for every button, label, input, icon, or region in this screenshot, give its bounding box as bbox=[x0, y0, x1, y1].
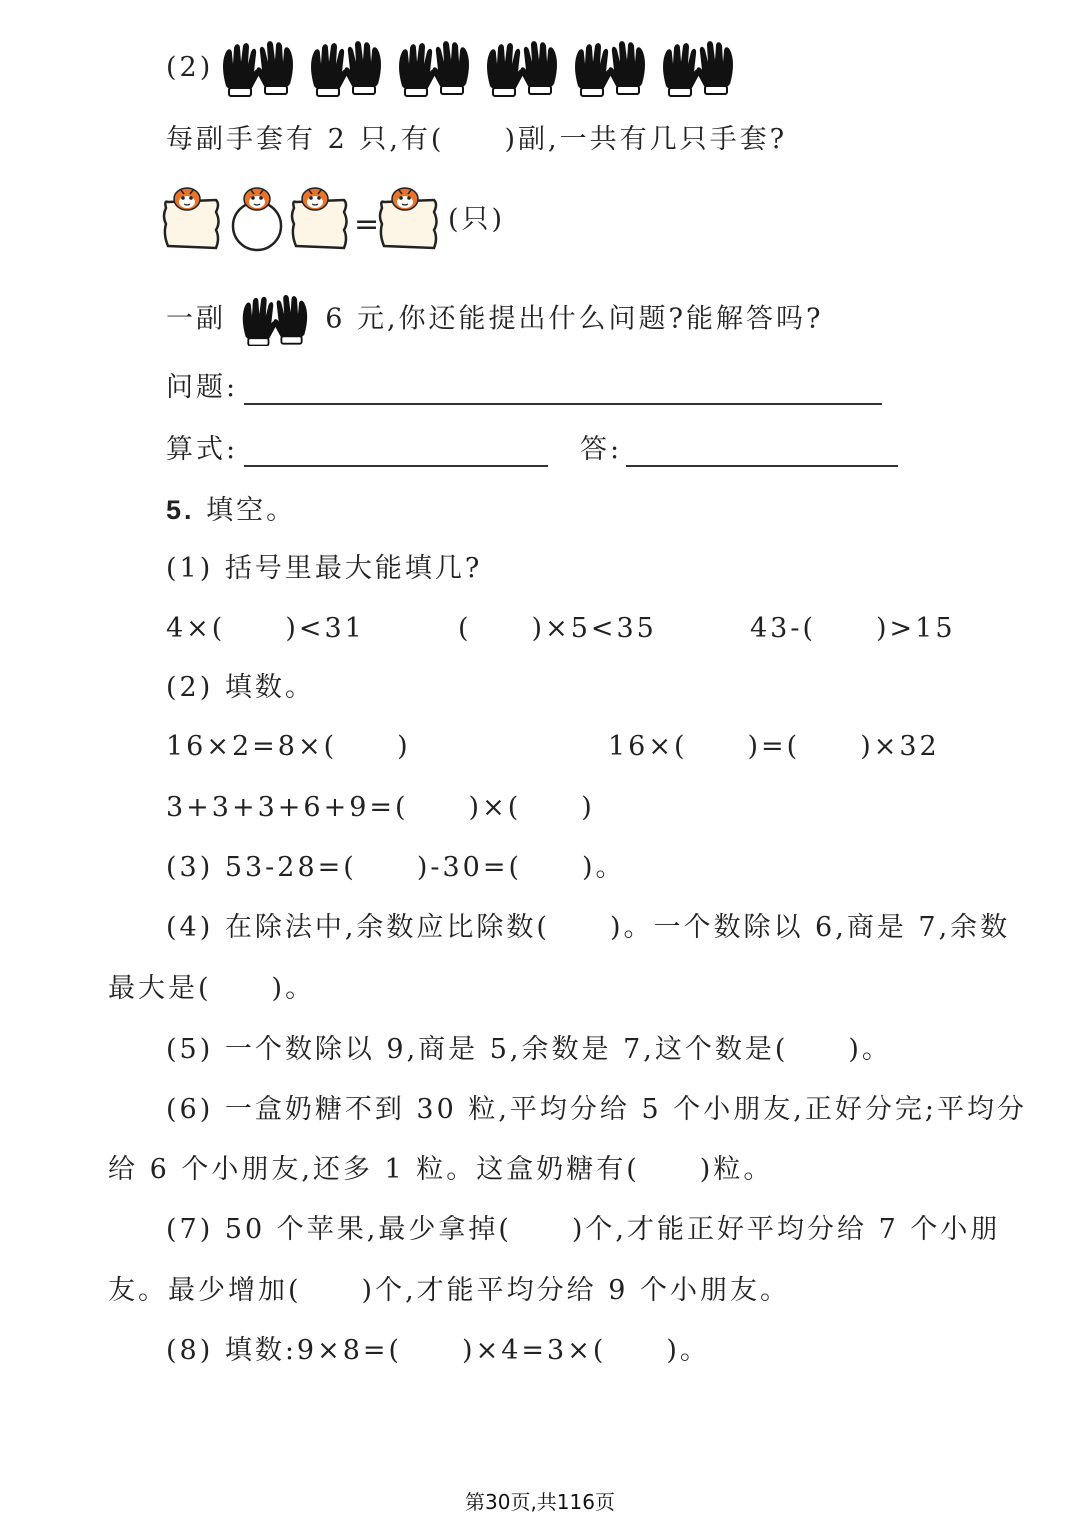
problem-answer-line[interactable] bbox=[244, 403, 882, 405]
glove-pair-icon bbox=[311, 41, 381, 96]
glove-pair-icon bbox=[399, 41, 469, 96]
p3: (3) 53-28=( )-30=( )。 bbox=[166, 852, 626, 883]
glove-pair-icon bbox=[575, 41, 645, 96]
p5: (5) 一个数除以 9,商是 5,余数是 7,这个数是( )。 bbox=[166, 1034, 892, 1065]
price-after: 6 元,你还能提出什么问题?能解答吗? bbox=[325, 303, 824, 335]
answer-label: 答: bbox=[580, 434, 623, 465]
answer-box-1 bbox=[164, 188, 219, 248]
p7-line1: (7) 50 个苹果,最少拿掉( )个,才能正好平均分给 7 个小朋 bbox=[166, 1214, 1001, 1245]
p8: (8) 填数:9×8=( )×4=3×( )。 bbox=[166, 1335, 710, 1366]
p2-expr-c: 3+3+3+6+9=( )×( ) bbox=[166, 792, 595, 823]
p1-expr-b: ( )×5<35 bbox=[458, 613, 657, 644]
equals-sign: = bbox=[354, 207, 380, 242]
price-line bbox=[166, 294, 823, 346]
glove-pair-icon bbox=[223, 41, 293, 96]
glove-pair-icon bbox=[487, 41, 557, 96]
p1-title: (1) 括号里最大能填几? bbox=[166, 553, 483, 584]
answer-line[interactable] bbox=[626, 465, 898, 467]
p4-line1: (4) 在除法中,余数应比除数( )。一个数除以 6,商是 7,余数 bbox=[166, 912, 1011, 943]
answer-box-2 bbox=[292, 188, 347, 248]
p2-title: (2) 填数。 bbox=[166, 672, 315, 703]
section5-number: 5. bbox=[166, 495, 195, 525]
section5-title bbox=[166, 490, 296, 531]
q2-label: (2) bbox=[166, 52, 214, 83]
p7-line2: 友。最少增加( )个,才能平均分给 9 个小朋友。 bbox=[108, 1275, 790, 1306]
answer-box-3 bbox=[380, 188, 437, 248]
p1-expr-c: 43-( )>15 bbox=[750, 613, 956, 644]
problem-label: 问题: bbox=[166, 372, 239, 403]
formula-answer-line[interactable] bbox=[244, 465, 548, 467]
tiger-equation bbox=[160, 186, 450, 256]
p6-line1: (6) 一盒奶糖不到 30 粒,平均分给 5 个小朋友,正好分完;平均分 bbox=[166, 1094, 1027, 1125]
glove-pair-icon bbox=[663, 41, 733, 96]
p6-line2: 给 6 个小朋友,还多 1 粒。这盒奶糖有( )粒。 bbox=[108, 1154, 774, 1185]
glove-pair-icon bbox=[240, 294, 312, 346]
formula-label: 算式: bbox=[166, 434, 239, 465]
operator-circle bbox=[233, 188, 281, 250]
p4-line2: 最大是( )。 bbox=[108, 973, 316, 1004]
section5-title-text: 填空。 bbox=[206, 495, 297, 526]
glove-row bbox=[220, 38, 740, 98]
p2-expr-b: 16×( )=( )×32 bbox=[608, 731, 940, 762]
p1-expr-a: 4×( )<31 bbox=[166, 613, 365, 644]
q2-question: 每副手套有 2 只,有( )副,一共有几只手套? bbox=[166, 124, 788, 155]
p2-expr-a: 16×2=8×( ) bbox=[166, 731, 411, 762]
price-before: 一副 bbox=[166, 303, 226, 335]
page-footer: 第30页,共116页 bbox=[465, 1490, 615, 1514]
unit-label: (只) bbox=[448, 204, 506, 235]
